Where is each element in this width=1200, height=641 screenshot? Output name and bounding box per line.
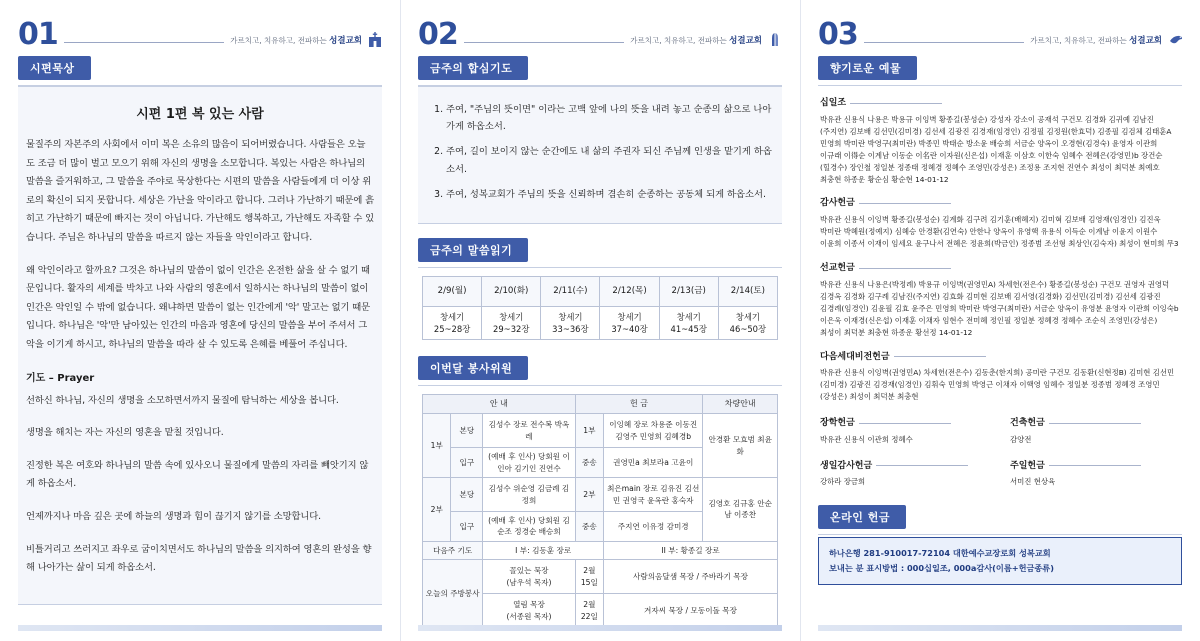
offering-names: 주지연 이유정 감미경	[604, 512, 703, 542]
column-header: 안 내	[423, 395, 576, 414]
kitchen-date: 2월 15일	[575, 560, 603, 594]
online-offering-title-wrap	[818, 505, 1182, 535]
online-offering-section-title: 온라인 헌금	[818, 505, 906, 529]
group-title	[1010, 416, 1180, 431]
service-title-wrap	[418, 356, 782, 386]
service-table-wrap	[418, 386, 782, 628]
column-2-accent	[418, 625, 782, 631]
chapter-range: 46~50장	[729, 324, 767, 335]
table-row	[423, 276, 778, 306]
group-names: 강하라 장금희	[820, 477, 866, 487]
team-leader: (서종원 목자)	[506, 611, 552, 621]
header-rule	[464, 42, 625, 43]
guide-sub: (예배 후 인사) 당회원	[488, 516, 561, 526]
word-reading-table	[422, 276, 778, 340]
psalm-paragraph: 물질주의 자본주의 사회에서 이미 복은 소유의 많음이 되어버렸습니다. 사람들은 오늘도 조금 더 많이 벌고 모으기 위해 자신의 생명을 소모합니다. 복있는 사람은 하나님의 말씀을 즐거워하고, 그 말씀을 주야로 묵상한다는 시편의 말씀을 사람들에게 더 이상 위로의 확신이 되지 못합니다. 세상은 가난을 악이라고 합니다. 그러나 가난하기 때문에 흙히고 가난하기 때문에 빠지는 것이 아닙니다. 가난해도 행복하고, 가난해도 자족할 수 있습니다. 주님은 하나님의 말씀을 따르지 않는 자들을 악인이라고 합니다.	[26, 139, 374, 243]
guide-names	[483, 448, 575, 478]
sub-groups-row	[820, 457, 1180, 500]
transfer-format-line: 보내는 분 표시방법 : 000십일조, 000a감사(이름+헌금종류)	[829, 562, 1054, 573]
table-cell	[423, 306, 482, 339]
team-name: 열림 목장	[513, 600, 545, 610]
joint-prayer-list	[426, 101, 774, 203]
kitchen-note: 겨자씨 묵장 / 모동이돌 목장	[604, 594, 778, 628]
car-guide-names: 김영호 김규홍 안순남 이종찬	[703, 478, 778, 542]
book-name: 창세기	[439, 311, 465, 322]
header-rule	[864, 42, 1025, 43]
next-week-part1: I 부: 김동훈 장로	[483, 541, 604, 559]
tagline-text: 가르치고, 치유하고, 전파하는	[630, 36, 727, 45]
group-title	[820, 96, 1180, 111]
sub-group	[820, 457, 990, 500]
team-name: 꼴있는 묵장	[509, 566, 549, 576]
chapter-range: 33~36장	[552, 324, 589, 335]
offering-role: 2부	[575, 478, 603, 512]
psalm-paragraph: 왜 악인이라고 할까요? 그것은 하나님의 말씀이 없이 인간은 온전한 삶을 살 수 없기 때문입니다. 활자의 세계를 박차고 나와 사람의 영혼에서 일하시는 하나님의 말씀이 없이 인간은 악인일 수 밖에 없습니다. 왜냐하면 말씀이 없는 인간에게 '악' 말고는 없기 때문입니다. 하나님은 '악'만 남아있는 인간의 마음과 영혼에 당신의 말씀을 부어 주셔서 그 악을 이기게 하시고, 하나님의 말씀을 따라 살 수 있도록 은혜를 베풀어 주십니다.	[26, 264, 370, 350]
guide-name-list: 이인아 김기인 진연수	[497, 452, 570, 473]
header-tagline	[1030, 34, 1162, 46]
book-name: 창세기	[617, 311, 642, 322]
table-row	[423, 414, 778, 448]
offering-names: 최은main 장로 김유진 김선민 권영국 윤옥란 홍숙자	[604, 478, 703, 512]
church-building-icon	[368, 32, 382, 48]
guide-sub: (예배 후 인사) 당회원	[488, 452, 561, 462]
list-item: 2. 주여, 길이 보이지 않는 순간에도 내 삶의 주권자 되신 주님께 인생을 맡기게 하옵소서.	[446, 143, 774, 177]
table-cell: 2/10(화)	[482, 276, 541, 306]
column-divider	[800, 0, 801, 641]
prayer-heading: 기도 – Prayer	[26, 372, 95, 384]
table-cell: 2/14(토)	[718, 276, 777, 306]
service-table	[422, 394, 778, 628]
group-names: 박유관 신용식 이잉벽 황종길(봉성순) 김계화 김구려 김기훈(배혜지) 김미혁 김보배 김영재(임경인) 김진욱 박미란 박혜원(정예지) 심혜승 안경환(김연숙) 안한나 양옥이 유영핵 유용식 이득순 이계남 이윤지 이원수 이윤희 이종서 이재이 임세요 윤구나서 전혜은 정윤희(박금인) 정종범 조선형 최상인(김숙자) 최성이 현미희 무3	[820, 215, 1179, 249]
kitchen-note: 사람의옴달샘 목장 / 주바라기 목장	[604, 560, 778, 594]
table-row	[423, 306, 778, 339]
group-title-text: 감사헌금	[820, 198, 855, 209]
group-title	[820, 350, 1180, 365]
chapter-range: 37~40장	[611, 324, 648, 335]
header-tagline	[630, 34, 762, 46]
group-title-text: 주일헌금	[1010, 460, 1045, 471]
group-names: 박유관 신용식 나용은 박용규 이잉벽 황종길(봉성순) 강성자 강소이 공재석 구건모 김경화 김귀예 김남진(주지연) 김보배 김선민(김미경) 김선세 김광진 김경재(임경인) 김정필 김정원(한효덕) 김종필 김검체 김태훈A 민영희 박미란 박영구(최미란) 박종민 박태순 방소윤 배승희 서금순 양옥이 오경현(김경숙) 윤영자 이관희 이규래 이得순 이계남 이동순 이名란 이자원(신은섭) 이재훈 이삼호 이한숙 임혜수 전혜은(강영민)b 장건순(힐경수) 장인철 정일분 정종태 정혜경 정혜수 조영민(강성은) 조정용 조지현 진연수 최성이 최덕분 최예호 최충현 하종운 황순심 황순현 14-01-12	[820, 114, 1172, 184]
table-cell: 2/13(금)	[659, 276, 718, 306]
table-cell	[482, 306, 541, 339]
column-2	[400, 0, 800, 641]
sub-group	[1010, 457, 1180, 500]
group-names: 박유관 신용식 이잉벽(권영민A) 차세헌(전은수) 김동춘(한지희) 공미란 구건모 김동환(신현정B) 김미현 김선민(김미경) 김광진 김경재(임경인) 김휘숙 민영희 박영근 이채자 이핵영 임혜수 정일분 정종범 정혜경 조영민(강성은) 최성이 최덕분 최충현	[820, 368, 1175, 402]
header-tagline	[230, 34, 362, 46]
kitchen-team	[483, 594, 575, 628]
word-reading-title-wrap	[418, 238, 782, 268]
table-cell: 2/12(목)	[600, 276, 659, 306]
sub-group	[1010, 414, 1180, 457]
guide-role: 입구	[451, 448, 483, 478]
group-title-text: 건축헌금	[1010, 418, 1045, 429]
next-week-label: 다음주 기도	[423, 541, 483, 559]
brand-name: 성결교회	[329, 36, 362, 46]
table-row	[423, 478, 778, 512]
offering-title-wrap	[818, 56, 1182, 86]
next-week-part2: II 부: 황종길 장로	[604, 541, 778, 559]
group-title	[820, 196, 1180, 211]
sub-groups-row	[820, 414, 1180, 457]
guide-names: 김성수 위순영 김금례 김정희	[483, 478, 575, 512]
praying-hands-icon	[768, 32, 782, 48]
guide-role: 본당	[451, 478, 483, 512]
psalm-doc-title: 시편 1편 복 있는 사람	[136, 107, 264, 122]
service-section-title: 이번달 봉사위원	[418, 356, 528, 380]
kitchen-service-label: 오늘의 주방봉사	[423, 560, 483, 628]
group-names: 박유관 신용식 나용은(박정례) 박용규 이잉벽(권영민A) 차세헌(전은수) 황종길(봉성순) 구건모 권영자 권영덕 김경옥 김경화 김구례 김남진(주지연) 김효화 김미현 김보배 김서영(김경화) 김선민(김미경) 김선세 김광진 김경례(임경인) 김윤필 김효 윤주은 민영희 박미란 박영구(최미란) 서금순 양옥이 유영분 윤영자 이관희 이잉숙b 이은욱 이재경(신은섭) 이재훈 이채자 임현수 전미혜 정인필 정일분 정혜경 정혜수 조순식 조영민(강성은) 최성이 최덕분 최충현 하종운 황선정 14-01-12	[820, 279, 1179, 337]
table-cell: 2/9(월)	[423, 276, 482, 306]
group-title	[820, 261, 1180, 276]
prayer-line: 언제까지나 마음 깊은 곳에 하늘의 생명과 힘이 끊기지 않기를 소망합니다.	[26, 510, 321, 522]
guide-role: 입구	[451, 512, 483, 542]
kitchen-team	[483, 560, 575, 594]
car-guide-names: 안경환 모효범 최윤화	[703, 414, 778, 478]
group-title-text: 다음세대비전헌금	[820, 351, 890, 362]
offering-role: 중송	[575, 512, 603, 542]
column-divider	[400, 0, 401, 641]
prayer-line: 선하신 하나님, 자신의 생명을 소모하면서까지 물질에 탐닉하는 세상을 봅니다.	[26, 394, 339, 406]
list-item: 3. 주여, 성복교회가 주님의 뜻을 신뢰하며 겸손히 순종하는 공동체 되게 하옵소서.	[446, 186, 774, 203]
brand-name: 성결교회	[1129, 36, 1162, 46]
group-names: 서미진 현상육	[1010, 477, 1056, 487]
column-3	[800, 0, 1200, 641]
bank-account-line: 하나은행 281-910017-72104 대한예수교장로회 성복교회	[829, 548, 1051, 559]
group-names: 감양전	[1010, 434, 1032, 444]
kitchen-date: 2월 22일	[575, 594, 603, 628]
column-2-header	[418, 16, 782, 50]
guide-name-list: 김순조 정경순 배승희	[497, 516, 570, 537]
team-leader: (남우석 목자)	[506, 577, 552, 587]
offering-role: 1부	[575, 414, 603, 448]
dove-icon	[1168, 32, 1182, 48]
column-1-header	[18, 16, 382, 50]
prayer-line: 진정한 복은 여호와 하나님의 말씀 속에 있사오니 물질에게 말씀의 자리를 빼앗기지 않게 하옵소서.	[26, 459, 369, 490]
group-title-text: 십일조	[820, 98, 847, 108]
offering-section-title: 향기로운 예물	[818, 56, 917, 80]
guide-names: 김성수 장로 전수복 박옥레	[483, 414, 575, 448]
online-offering-box	[818, 537, 1182, 585]
table-cell: 2/11(수)	[541, 276, 600, 306]
chapter-range: 29~32장	[493, 324, 530, 335]
book-name: 창세기	[558, 311, 583, 322]
group-names: 박유관 신용식 이관희 정혜수	[820, 434, 913, 444]
psalm-panel	[18, 86, 382, 605]
table-header-row	[423, 395, 778, 414]
column-1	[0, 0, 400, 641]
psalm-section-title-wrap	[18, 56, 382, 86]
table-cell	[718, 306, 777, 339]
group-title-text: 장학헌금	[820, 418, 855, 429]
column-header: 차량안내	[703, 395, 778, 414]
sub-group	[820, 414, 990, 457]
group-title-text: 생일감사헌금	[820, 460, 873, 471]
column-3-header	[818, 16, 1182, 50]
offering-names: 권영민a 최보라a 고윤이	[604, 448, 703, 478]
table-cell	[659, 306, 718, 339]
group-title	[820, 416, 990, 431]
word-reading-table-wrap	[418, 268, 782, 340]
brand-name: 성결교회	[729, 36, 762, 46]
book-name: 창세기	[676, 311, 701, 322]
prayer-line: 생명을 해치는 자는 자신의 영혼을 맡칠 것입니다.	[26, 427, 224, 439]
part-label: 2부	[423, 478, 451, 542]
word-reading-section-title: 금주의 말씀읽기	[418, 238, 528, 262]
joint-prayer-panel	[418, 86, 782, 224]
offering-body	[818, 86, 1182, 499]
table-cell	[541, 306, 600, 339]
table-cell	[600, 306, 659, 339]
group-title-text: 선교헌금	[820, 263, 855, 274]
chapter-range: 25~28장	[433, 324, 471, 335]
book-name: 창세기	[499, 311, 524, 322]
tagline-text: 가르치고, 치유하고, 전파하는	[230, 36, 327, 45]
tagline-text: 가르치고, 치유하고, 전파하는	[1030, 36, 1127, 45]
column-3-accent	[818, 625, 1182, 631]
part-label: 1부	[423, 414, 451, 478]
column-number: 03	[818, 17, 858, 52]
column-header: 헌 금	[575, 395, 703, 414]
prayer-line: 비틀거리고 쓰러지고 좌우로 굽이치면서도 하나님의 말씀을 의지하여 영혼의 완성을 향해 나아가는 삶이 되게 하옵소서.	[26, 543, 372, 574]
joint-prayer-section-title: 금주의 합심기도	[418, 56, 528, 80]
column-1-accent	[18, 625, 382, 631]
psalm-section-title: 시편묵상	[18, 56, 91, 80]
list-item: 1. 주여, "주님의 뜻이면" 이라는 고백 앞에 나의 뜻을 내려 놓고 순종의 삶으로 나아가게 하옵소서.	[446, 101, 774, 135]
group-title	[820, 459, 990, 474]
guide-names	[483, 512, 575, 542]
offering-names: 이잉혜 장로 차용준 이동진 김영주 민영희 김혜경b	[604, 414, 703, 448]
column-number: 01	[18, 17, 58, 52]
offering-role: 중송	[575, 448, 603, 478]
group-title	[1010, 459, 1180, 474]
guide-role: 본당	[451, 414, 483, 448]
column-number: 02	[418, 17, 458, 52]
table-row	[423, 560, 778, 594]
chapter-range: 41~45장	[670, 324, 707, 335]
table-row	[423, 541, 778, 559]
header-rule	[64, 42, 225, 43]
joint-prayer-title-wrap	[418, 56, 782, 86]
book-name: 창세기	[735, 311, 761, 322]
